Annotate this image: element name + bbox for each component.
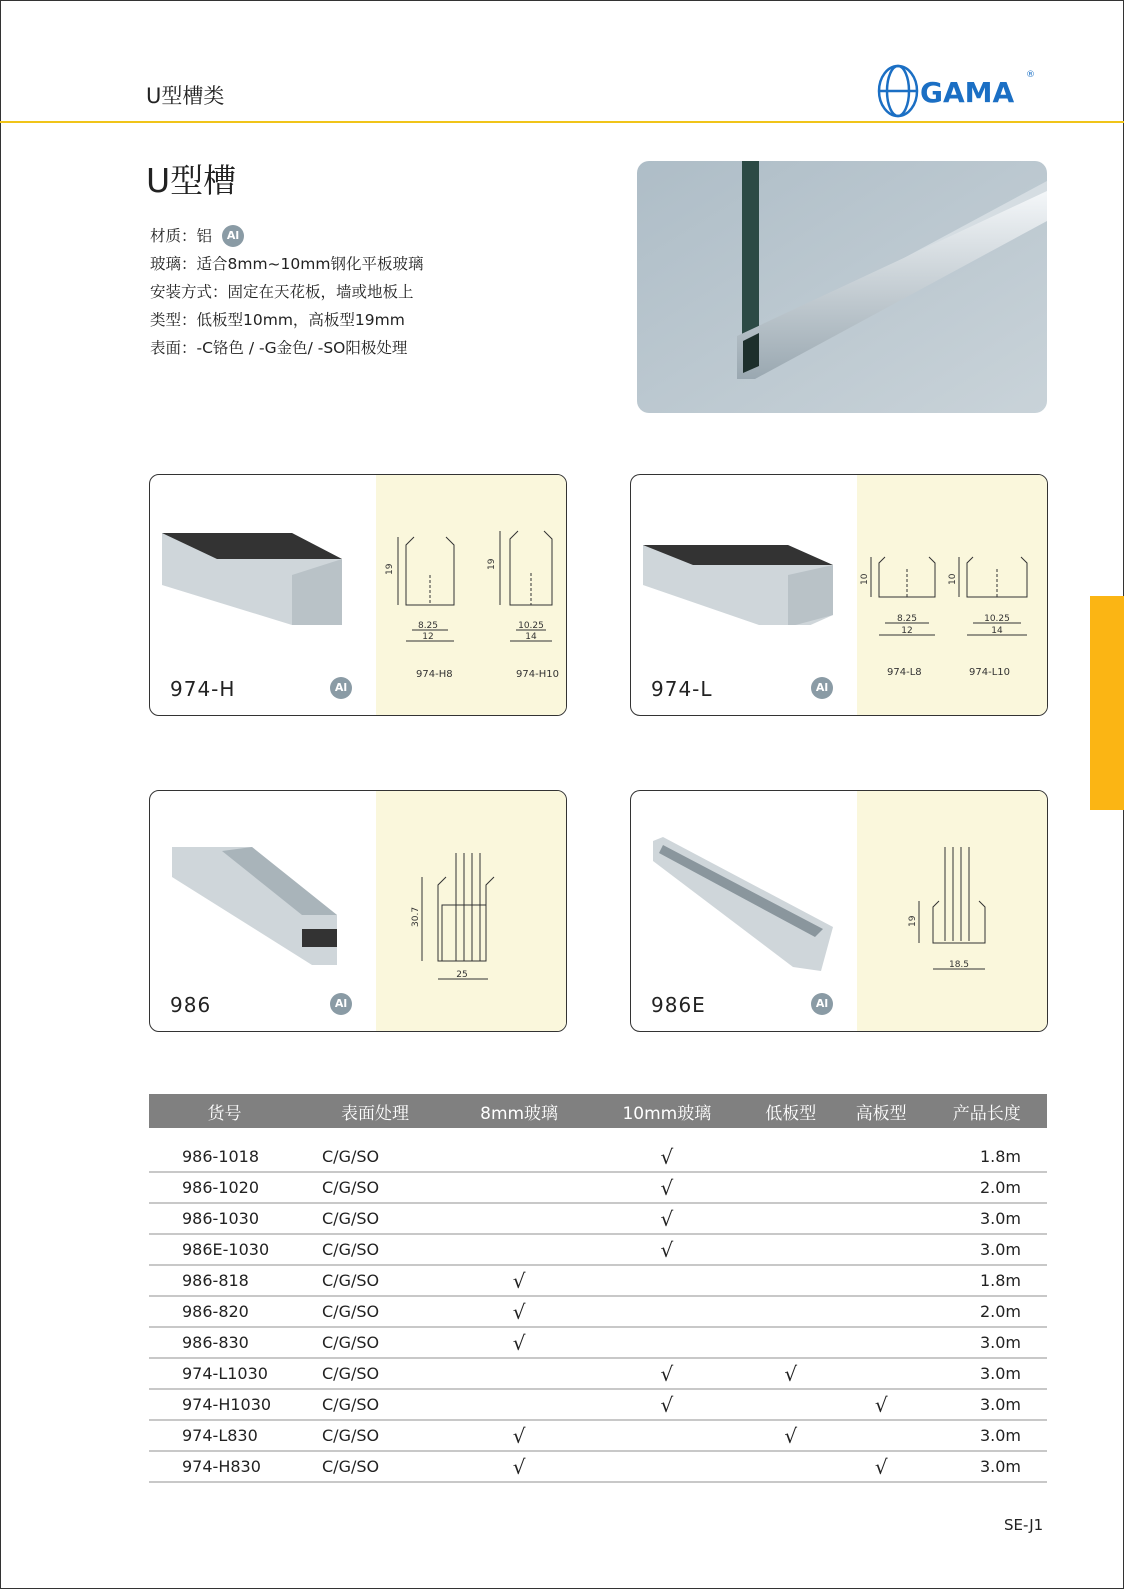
cell-high (836, 1172, 926, 1203)
cell-length: 1.8m (926, 1128, 1047, 1172)
cell-code: 986-820 (149, 1296, 300, 1327)
dim-width: 18.5 (948, 960, 970, 970)
cell-10mm (588, 1420, 745, 1451)
spec-table (149, 1094, 1047, 1483)
spec-list (150, 222, 423, 362)
cell-10mm (588, 1451, 745, 1482)
cell-length: 3.0m (926, 1420, 1047, 1451)
spec-install (150, 278, 423, 306)
cell-10mm: √ (588, 1172, 745, 1203)
col-header-surface: 表面处理 (300, 1094, 450, 1128)
cell-10mm: √ (588, 1358, 745, 1389)
table-row (149, 1389, 1047, 1420)
cell-code: 974-L1030 (149, 1358, 300, 1389)
cell-10mm: √ (588, 1128, 745, 1172)
dim-inner: 10.25 (518, 621, 544, 631)
cell-low: √ (746, 1420, 836, 1451)
dim-inner: 8.25 (417, 621, 439, 631)
cell-8mm: √ (450, 1327, 588, 1358)
table-row (149, 1296, 1047, 1327)
cell-8mm: √ (450, 1451, 588, 1482)
cell-10mm (588, 1265, 745, 1296)
cell-high (836, 1128, 926, 1172)
gama-logo (876, 63, 1036, 119)
drawing-label: 974-L8 (887, 667, 922, 678)
dim-outer: 14 (525, 632, 537, 642)
cell-8mm (450, 1234, 588, 1265)
col-header-low: 低板型 (746, 1094, 836, 1128)
dim-outer: 12 (422, 632, 434, 642)
profile-photo (643, 831, 833, 971)
cell-high (836, 1327, 926, 1358)
spec-text: 玻璃：适合8mm~10mm钢化平板玻璃 (150, 255, 424, 273)
logo-registered: ® (1026, 70, 1035, 80)
cell-high (836, 1234, 926, 1265)
al-badge: Al (222, 225, 244, 247)
dim-height: 10 (860, 573, 870, 585)
cell-10mm (588, 1296, 745, 1327)
product-card-986e (630, 790, 1048, 1032)
cell-surface: C/G/SO (300, 1420, 450, 1451)
cell-8mm (450, 1358, 588, 1389)
side-tab (1090, 596, 1124, 810)
dim-height: 10 (948, 573, 958, 585)
tech-drawing (376, 475, 566, 715)
tech-drawing (857, 475, 1047, 715)
col-header-high: 高板型 (836, 1094, 926, 1128)
cell-10mm: √ (588, 1389, 745, 1420)
product-card-986 (149, 790, 567, 1032)
logo-text: GAMA (920, 76, 1015, 109)
table-body (149, 1128, 1047, 1482)
cell-8mm: √ (450, 1265, 588, 1296)
hero-photo (637, 161, 1047, 413)
table-row (149, 1128, 1047, 1172)
cell-8mm (450, 1128, 588, 1172)
drawing-label: 974-H8 (416, 669, 453, 680)
cell-10mm: √ (588, 1234, 745, 1265)
cell-surface: C/G/SO (300, 1358, 450, 1389)
dim-outer: 12 (901, 626, 913, 636)
drawing-label: 974-L10 (969, 667, 1010, 678)
cell-length: 3.0m (926, 1358, 1047, 1389)
cell-code: 986-1018 (149, 1128, 300, 1172)
al-badge: Al (811, 677, 833, 699)
col-header-code: 货号 (149, 1094, 300, 1128)
col-header-length: 产品长度 (926, 1094, 1047, 1128)
profile-photo (162, 837, 352, 967)
cell-low (746, 1451, 836, 1482)
cell-high: √ (836, 1451, 926, 1482)
dim-height: 30.7 (411, 906, 421, 927)
col-header-10mm: 10mm玻璃 (588, 1094, 745, 1128)
table-row (149, 1420, 1047, 1451)
table-row (149, 1358, 1047, 1389)
table-row (149, 1327, 1047, 1358)
cell-low (746, 1327, 836, 1358)
cell-low (746, 1172, 836, 1203)
cell-length: 3.0m (926, 1327, 1047, 1358)
cell-code: 974-L830 (149, 1420, 300, 1451)
profile-photo (643, 515, 833, 625)
cell-low (746, 1234, 836, 1265)
cell-low (746, 1203, 836, 1234)
tech-drawing (857, 791, 1047, 1031)
spec-glass (150, 250, 423, 278)
cell-low (746, 1265, 836, 1296)
tech-drawing (376, 791, 566, 1031)
cell-length: 3.0m (926, 1234, 1047, 1265)
col-header-8mm: 8mm玻璃 (450, 1094, 588, 1128)
cell-surface: C/G/SO (300, 1327, 450, 1358)
dim-outer: 14 (991, 626, 1003, 636)
cell-high (836, 1420, 926, 1451)
cell-surface: C/G/SO (300, 1296, 450, 1327)
spec-text: 类型：低板型10mm，高板型19mm (150, 311, 405, 329)
header-title: U型槽类 (146, 84, 225, 108)
cell-surface: C/G/SO (300, 1389, 450, 1420)
profile-photo (162, 515, 352, 625)
cell-high (836, 1265, 926, 1296)
dim-inner: 10.25 (984, 614, 1010, 624)
cell-code: 986E-1030 (149, 1234, 300, 1265)
spec-text: 表面：-C铬色 / -G金色/ -SO阳极处理 (150, 339, 408, 357)
cell-low (746, 1296, 836, 1327)
cell-low (746, 1128, 836, 1172)
cell-length: 3.0m (926, 1203, 1047, 1234)
cell-code: 986-1030 (149, 1203, 300, 1234)
cell-code: 986-818 (149, 1265, 300, 1296)
cell-length: 2.0m (926, 1172, 1047, 1203)
cell-low (746, 1389, 836, 1420)
product-code: 974-H (170, 677, 236, 701)
cell-code: 986-830 (149, 1327, 300, 1358)
cell-high (836, 1203, 926, 1234)
table-row (149, 1172, 1047, 1203)
header-divider (0, 121, 1124, 123)
al-badge: Al (330, 993, 352, 1015)
cell-10mm: √ (588, 1203, 745, 1234)
cell-8mm (450, 1389, 588, 1420)
dim-inner: 8.25 (896, 614, 918, 624)
spec-surface (150, 334, 423, 362)
cell-surface: C/G/SO (300, 1234, 450, 1265)
cell-length: 3.0m (926, 1451, 1047, 1482)
table-row (149, 1265, 1047, 1296)
cell-length: 1.8m (926, 1265, 1047, 1296)
cell-8mm: √ (450, 1296, 588, 1327)
cell-surface: C/G/SO (300, 1172, 450, 1203)
cell-code: 974-H1030 (149, 1389, 300, 1420)
cell-high: √ (836, 1389, 926, 1420)
drawing-label: 974-H10 (516, 669, 559, 680)
product-code: 986E (651, 993, 706, 1017)
page-number: SE-J1 (1004, 1516, 1044, 1534)
cell-code: 986-1020 (149, 1172, 300, 1203)
table-header-row (149, 1094, 1047, 1128)
cell-length: 3.0m (926, 1389, 1047, 1420)
table-row (149, 1234, 1047, 1265)
cell-length: 2.0m (926, 1296, 1047, 1327)
cell-high (836, 1358, 926, 1389)
cell-8mm (450, 1172, 588, 1203)
spec-text: 材质：铝 (150, 227, 213, 245)
cell-8mm: √ (450, 1420, 588, 1451)
cell-low: √ (746, 1358, 836, 1389)
dim-height: 19 (385, 563, 395, 575)
table-row (149, 1203, 1047, 1234)
cell-high (836, 1296, 926, 1327)
cell-8mm (450, 1203, 588, 1234)
cell-surface: C/G/SO (300, 1451, 450, 1482)
product-code: 974-L (651, 677, 713, 701)
product-card-974-l (630, 474, 1048, 716)
spec-text: 安装方式：固定在天花板，墙或地板上 (150, 283, 414, 301)
section-title: U型槽 (146, 161, 237, 200)
cell-surface: C/G/SO (300, 1203, 450, 1234)
dim-height: 19 (908, 915, 918, 927)
cell-10mm (588, 1327, 745, 1358)
dim-width: 25 (456, 970, 468, 980)
product-card-974-h (149, 474, 567, 716)
dim-height: 19 (487, 558, 497, 570)
spec-type (150, 306, 423, 334)
al-badge: Al (330, 677, 352, 699)
cell-code: 974-H830 (149, 1451, 300, 1482)
spec-material (150, 222, 423, 250)
cell-surface: C/G/SO (300, 1128, 450, 1172)
cell-surface: C/G/SO (300, 1265, 450, 1296)
table-row (149, 1451, 1047, 1482)
al-badge: Al (811, 993, 833, 1015)
product-code: 986 (170, 993, 212, 1017)
